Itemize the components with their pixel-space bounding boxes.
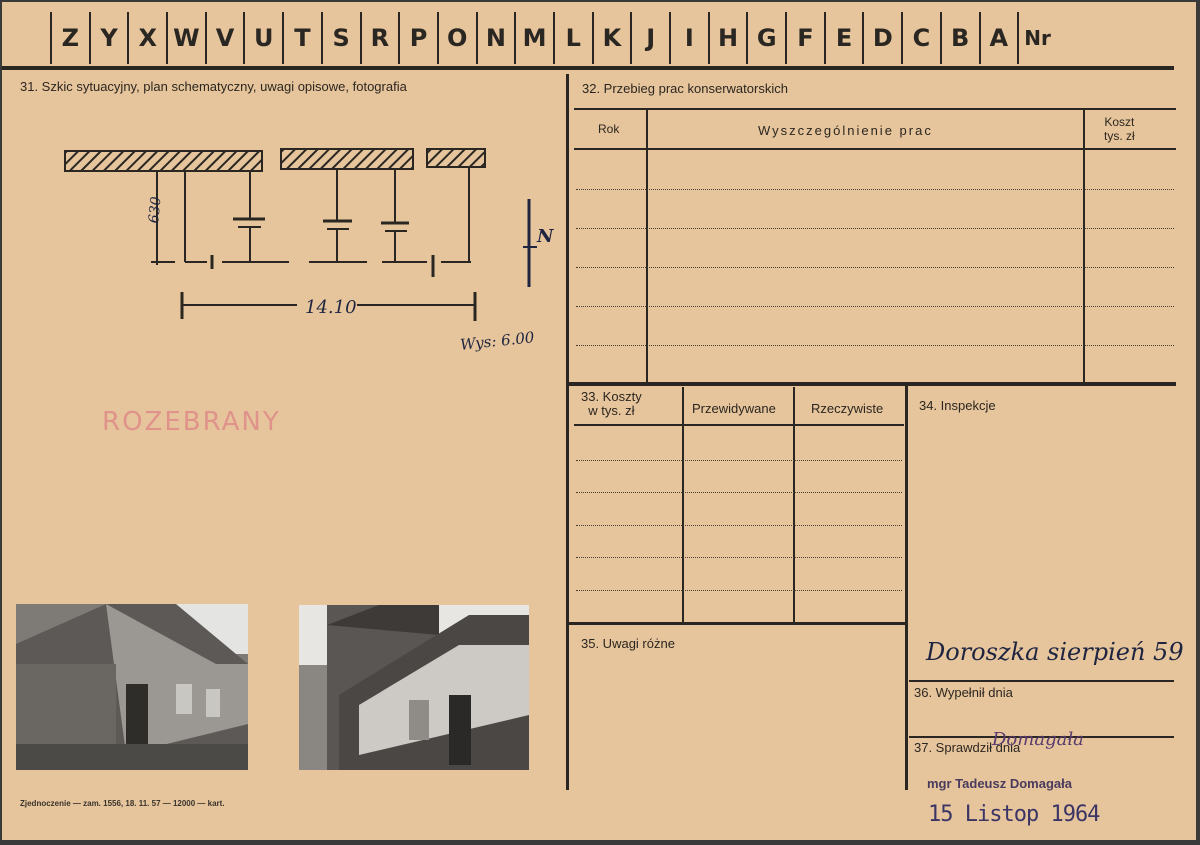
works-row-line [576,228,1174,229]
index-letter: U [243,12,282,64]
index-letter: I [669,12,708,64]
section-33-title: 33. Koszty w tys. zł [581,389,642,418]
index-letter: W [166,12,205,64]
index-letter: O [437,12,476,64]
index-letter: H [708,12,747,64]
costs-row-line [576,557,902,558]
costs-row-line [576,590,902,591]
col-details: Wyszczególnienie prac [758,123,933,138]
demolished-stamp: ROZEBRANY [102,407,281,437]
works-row-line [576,267,1174,268]
building-photo-1 [16,604,248,770]
section-36-line [909,680,1174,682]
col-year: Rok [598,122,620,136]
section-35-title: 35. Uwagi różne [581,636,675,651]
wys-note: Wys: 6.00 [459,328,536,354]
index-letter: Y [89,12,128,64]
section-33-bottom [568,622,906,625]
col-planned: Przewidywane [692,401,776,416]
costs-col-line-2 [793,387,795,622]
section-36-title: 36. Wypełnił dnia [914,685,1013,700]
checker-signature: Domagała [992,729,1084,750]
index-letter: Z [50,12,89,64]
index-letter: S [321,12,360,64]
filled-by-handwriting: Doroszka sierpień 59 [926,638,1184,666]
works-header-line [574,148,1176,150]
section-31-title: 31. Szkic sytuacyjny, plan schematyczny, uwagi opisowe, fotografia [20,79,407,94]
col-cost: Koszt tys. zł [1104,115,1135,143]
index-letter: J [630,12,669,64]
checker-name: mgr Tadeusz Domagała [927,776,1072,791]
index-letter: Nr [1017,12,1056,64]
costs-header-line [574,424,904,426]
section-32-title: 32. Przebieg prac konserwatorskich [582,81,788,96]
costs-row-line [576,525,902,526]
section-34-title: 34. Inspekcje [919,398,996,413]
index-letter: E [824,12,863,64]
width-note: 14.10 [305,297,357,318]
height-note: 630 [146,195,165,225]
index-letter: R [360,12,399,64]
index-letter: N [476,12,515,64]
index-letter: A [979,12,1018,64]
works-table-top [574,108,1176,110]
index-letter: L [553,12,592,64]
index-letter: T [282,12,321,64]
costs-col-line-1 [682,387,684,622]
index-letter: M [514,12,553,64]
record-card [2,2,1196,840]
works-row-line [576,306,1174,307]
index-letter: D [862,12,901,64]
index-letter: K [592,12,631,64]
col-actual: Rzeczywiste [811,401,884,416]
index-letter: X [127,12,166,64]
costs-row-line [576,460,902,461]
right-divider [905,386,908,790]
index-letter: B [940,12,979,64]
index-letter: V [205,12,244,64]
building-photo-2 [299,605,529,770]
letter-index-row [50,12,1056,64]
costs-row-line [576,492,902,493]
header-divider [2,66,1174,70]
index-letter: C [901,12,940,64]
section-37-title: 37. Sprawdził dnia [914,740,1021,755]
main-divider [566,74,569,790]
index-letter: P [398,12,437,64]
works-col-line-1 [646,110,648,382]
section-32-bottom [568,382,1176,386]
works-row-line [576,189,1174,190]
north-note: N [537,226,554,247]
print-note: Zjednoczenie — zam. 1556, 18. 11. 57 — 12000 — kart. [20,799,225,808]
works-col-line-2 [1083,110,1085,382]
works-row-line [576,345,1174,346]
index-letter: G [746,12,785,64]
date-stamp: 15 Listop 1964 [928,802,1100,827]
index-letter: F [785,12,824,64]
